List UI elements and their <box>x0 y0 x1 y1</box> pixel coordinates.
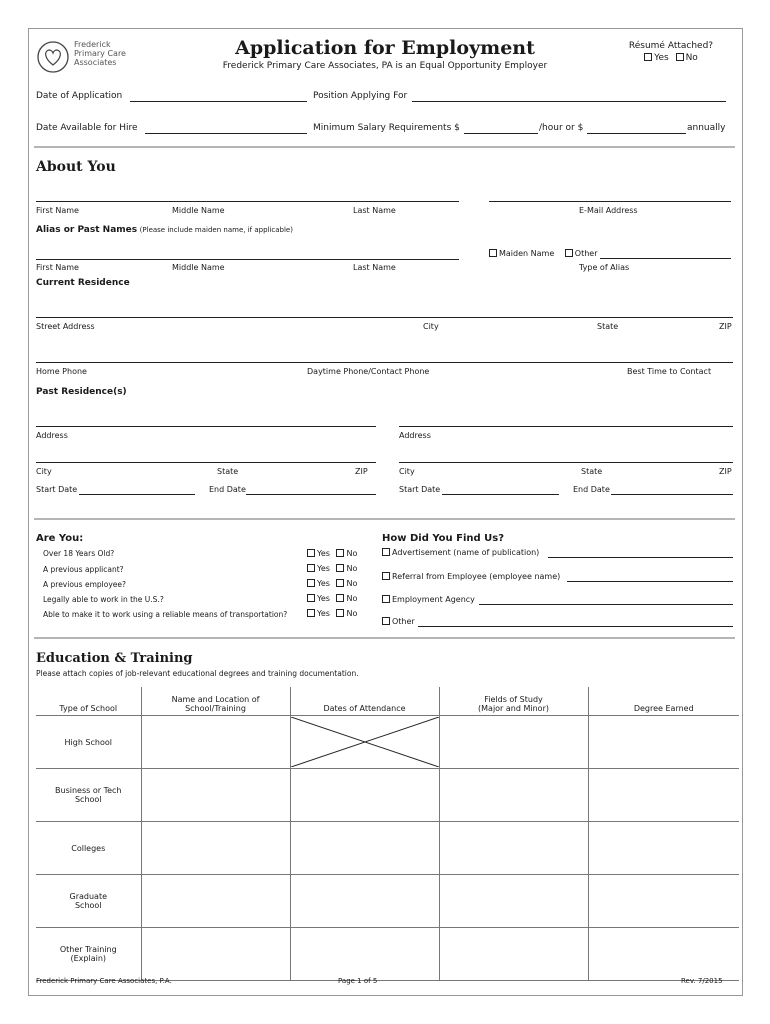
yes-no-row <box>307 609 357 618</box>
past-start-date-1-field[interactable] <box>79 494 195 495</box>
table-cell[interactable] <box>290 822 439 875</box>
resume-no-label: No <box>685 53 698 63</box>
table-cell[interactable] <box>141 716 290 769</box>
question-transportation-label: Able to make it to work using a reliable means of transportation? <box>43 610 288 619</box>
alias-name-field[interactable] <box>36 259 459 260</box>
yes-checkbox[interactable] <box>307 594 315 602</box>
date-of-application-label: Date of Application <box>36 91 123 101</box>
other-source-label: Other <box>392 617 415 626</box>
find-us-option <box>382 617 415 626</box>
yes-checkbox[interactable] <box>307 564 315 572</box>
past-city-1-field[interactable] <box>36 462 376 463</box>
past-end-date-1-field[interactable] <box>246 494 376 495</box>
annually-label: annually <box>687 123 726 133</box>
current-residence-heading: Current Residence <box>36 278 130 288</box>
question-previous-applicant-label: A previous applicant? <box>43 565 124 574</box>
zip-label: ZIP <box>719 322 732 331</box>
education-heading: Education & Training <box>36 651 193 666</box>
past-start-date-1-label: Start Date <box>36 485 78 494</box>
past-address-2-label: Address <box>399 431 431 440</box>
phone-field[interactable] <box>36 362 733 363</box>
no-label: No <box>346 564 358 573</box>
yes-label: Yes <box>317 594 330 603</box>
no-checkbox[interactable] <box>336 609 344 617</box>
section-divider <box>34 146 735 148</box>
table-row <box>36 875 739 928</box>
table-cell[interactable] <box>588 822 739 875</box>
full-name-field[interactable] <box>36 201 459 202</box>
footer-revision: Rev. 7/2015 <box>681 977 723 985</box>
no-label: No <box>346 594 358 603</box>
yes-label: Yes <box>317 549 330 558</box>
no-checkbox[interactable] <box>336 594 344 602</box>
table-cell[interactable] <box>141 928 290 981</box>
min-salary-label: Minimum Salary Requirements $ <box>313 123 460 133</box>
other-source-checkbox[interactable] <box>382 617 390 625</box>
no-label: No <box>346 549 358 558</box>
past-state-2-label: State <box>581 467 603 476</box>
row-label: Colleges <box>36 822 141 875</box>
section-divider <box>34 518 735 520</box>
alias-last-name-label: Last Name <box>353 263 396 272</box>
alias-middle-name-label: Middle Name <box>172 263 225 272</box>
row-label: Graduate School <box>36 875 141 928</box>
yes-no-row <box>307 579 357 588</box>
agency-field[interactable] <box>479 604 733 605</box>
logo-line-3: Associates <box>74 58 117 67</box>
question-previous-employee-label: A previous employee? <box>43 580 126 589</box>
city-label: City <box>423 322 439 331</box>
per-hour-label: /hour or $ <box>539 123 584 133</box>
yes-label: Yes <box>317 609 330 618</box>
advertisement-checkbox[interactable] <box>382 548 390 556</box>
logo-line-1: Frederick <box>74 40 111 49</box>
no-checkbox[interactable] <box>336 564 344 572</box>
maiden-name-label: Maiden Name <box>499 249 555 258</box>
no-checkbox[interactable] <box>336 549 344 557</box>
yes-checkbox[interactable] <box>307 579 315 587</box>
past-city-1-label: City <box>36 467 52 476</box>
page-subtitle: Frederick Primary Care Associates, PA is an Equal Opportunity Employer <box>222 61 548 71</box>
other-alias-field[interactable] <box>600 258 731 259</box>
table-row <box>36 716 739 769</box>
past-end-date-1-label: End Date <box>209 485 246 494</box>
referral-checkbox[interactable] <box>382 572 390 580</box>
alias-type-options <box>489 249 598 258</box>
no-label: No <box>346 609 358 618</box>
alias-title: Alias or Past Names <box>36 225 138 235</box>
referral-label: Referral from Employee (employee name) <box>392 572 561 581</box>
resume-yes-checkbox[interactable] <box>644 53 652 61</box>
advertisement-field[interactable] <box>548 557 733 558</box>
footer-left: Frederick Primary Care Associates, P.A. <box>36 977 172 985</box>
table-cell[interactable] <box>439 928 588 981</box>
past-state-1-label: State <box>217 467 239 476</box>
best-time-label: Best Time to Contact <box>627 367 712 376</box>
section-divider <box>34 637 735 639</box>
find-us-option <box>382 595 475 604</box>
table-cell[interactable] <box>588 716 739 769</box>
first-name-label: First Name <box>36 206 79 215</box>
page-title: Application for Employment <box>235 37 535 59</box>
hourly-salary-field[interactable] <box>464 133 538 134</box>
alias-first-name-label: First Name <box>36 263 79 272</box>
past-city-2-field[interactable] <box>399 462 733 463</box>
agency-checkbox[interactable] <box>382 595 390 603</box>
past-start-date-2-label: Start Date <box>399 485 441 494</box>
position-label: Position Applying For <box>313 91 408 101</box>
table-cell[interactable] <box>588 928 739 981</box>
past-residence-heading: Past Residence(s) <box>36 387 127 397</box>
table-cell-crossed-out <box>290 716 439 769</box>
cross-out-icon <box>291 717 439 767</box>
about-you-heading: About You <box>36 159 116 175</box>
table-cell[interactable] <box>439 822 588 875</box>
no-checkbox[interactable] <box>336 579 344 587</box>
table-cell[interactable] <box>290 928 439 981</box>
agency-label: Employment Agency <box>392 595 475 604</box>
row-label: Business or Tech School <box>36 769 141 822</box>
home-phone-label: Home Phone <box>36 367 87 376</box>
daytime-phone-label: Daytime Phone/Contact Phone <box>307 367 430 376</box>
row-label: Other Training (Explain) <box>36 928 141 981</box>
table-cell[interactable] <box>439 875 588 928</box>
alias-note: (Please include maiden name, if applicable) <box>139 226 293 234</box>
table-cell[interactable] <box>141 875 290 928</box>
past-end-date-2-field[interactable] <box>611 494 733 495</box>
past-zip-1-label: ZIP <box>355 467 368 476</box>
find-us-option <box>382 572 560 581</box>
maiden-name-checkbox[interactable] <box>489 249 497 257</box>
position-field[interactable] <box>412 101 726 102</box>
table-cell[interactable] <box>439 716 588 769</box>
alias-heading <box>36 225 293 235</box>
annual-salary-field[interactable] <box>587 133 686 134</box>
past-address-1-label: Address <box>36 431 68 440</box>
past-address-2-field[interactable] <box>399 426 733 427</box>
resume-no-checkbox[interactable] <box>676 53 684 61</box>
table-cell[interactable] <box>141 822 290 875</box>
resume-yes-label: Yes <box>654 53 669 63</box>
col-type-of-school: Type of School <box>59 704 118 713</box>
middle-name-label: Middle Name <box>172 206 225 215</box>
table-cell[interactable] <box>290 769 439 822</box>
past-city-2-label: City <box>399 467 415 476</box>
email-label: E-Mail Address <box>579 206 638 215</box>
email-field[interactable] <box>489 201 731 202</box>
past-start-date-2-field[interactable] <box>442 494 559 495</box>
advertisement-label: Advertisement (name of publication) <box>392 548 540 557</box>
no-label: No <box>346 579 358 588</box>
education-note: Please attach copies of job-relevant educational degrees and training documentation. <box>36 669 359 678</box>
col-fields-of-study: Fields of Study (Major and Minor) <box>439 687 588 716</box>
table-cell[interactable] <box>141 769 290 822</box>
yes-label: Yes <box>317 579 330 588</box>
last-name-label: Last Name <box>353 206 396 215</box>
logo-line-2: Primary Care <box>74 49 126 58</box>
table-cell[interactable] <box>439 769 588 822</box>
yes-no-row <box>307 594 357 603</box>
row-label: High School <box>36 716 141 769</box>
resume-label: Résumé Attached? <box>628 41 714 51</box>
question-18-label: Over 18 Years Old? <box>43 549 115 558</box>
col-degree-earned: Degree Earned <box>588 687 739 716</box>
resume-attached <box>616 41 726 63</box>
date-available-field[interactable] <box>145 133 307 134</box>
other-alias-label: Other <box>574 249 598 258</box>
table-row <box>36 928 739 981</box>
footer-page-number: Page 1 of 5 <box>338 977 378 985</box>
find-us-option <box>382 548 539 557</box>
are-you-heading: Are You: <box>36 533 84 544</box>
state-label: State <box>597 322 619 331</box>
other-source-field[interactable] <box>418 626 733 627</box>
education-table <box>36 687 739 981</box>
type-of-alias-label: Type of Alias <box>579 263 630 272</box>
other-alias-checkbox[interactable] <box>565 249 573 257</box>
table-row <box>36 769 739 822</box>
education-header-row <box>36 687 739 716</box>
col-dates-attendance: Dates of Attendance <box>290 687 439 716</box>
yes-label: Yes <box>317 564 330 573</box>
table-cell[interactable] <box>290 875 439 928</box>
past-end-date-2-label: End Date <box>573 485 610 494</box>
yes-checkbox[interactable] <box>307 609 315 617</box>
past-zip-2-label: ZIP <box>719 467 732 476</box>
street-address-label: Street Address <box>36 322 95 331</box>
find-us-heading: How Did You Find Us? <box>382 533 505 544</box>
table-cell[interactable] <box>588 875 739 928</box>
question-legally-able-label: Legally able to work in the U.S.? <box>43 595 164 604</box>
date-of-application-field[interactable] <box>130 101 307 102</box>
date-available-label: Date Available for Hire <box>36 123 138 133</box>
past-address-1-field[interactable] <box>36 426 376 427</box>
col-name-location: Name and Location of School/Training <box>141 687 290 716</box>
current-address-field[interactable] <box>36 317 733 318</box>
table-cell[interactable] <box>588 769 739 822</box>
yes-checkbox[interactable] <box>307 549 315 557</box>
yes-no-row <box>307 564 357 573</box>
yes-no-row <box>307 549 357 558</box>
table-row <box>36 822 739 875</box>
referral-field[interactable] <box>567 581 733 582</box>
